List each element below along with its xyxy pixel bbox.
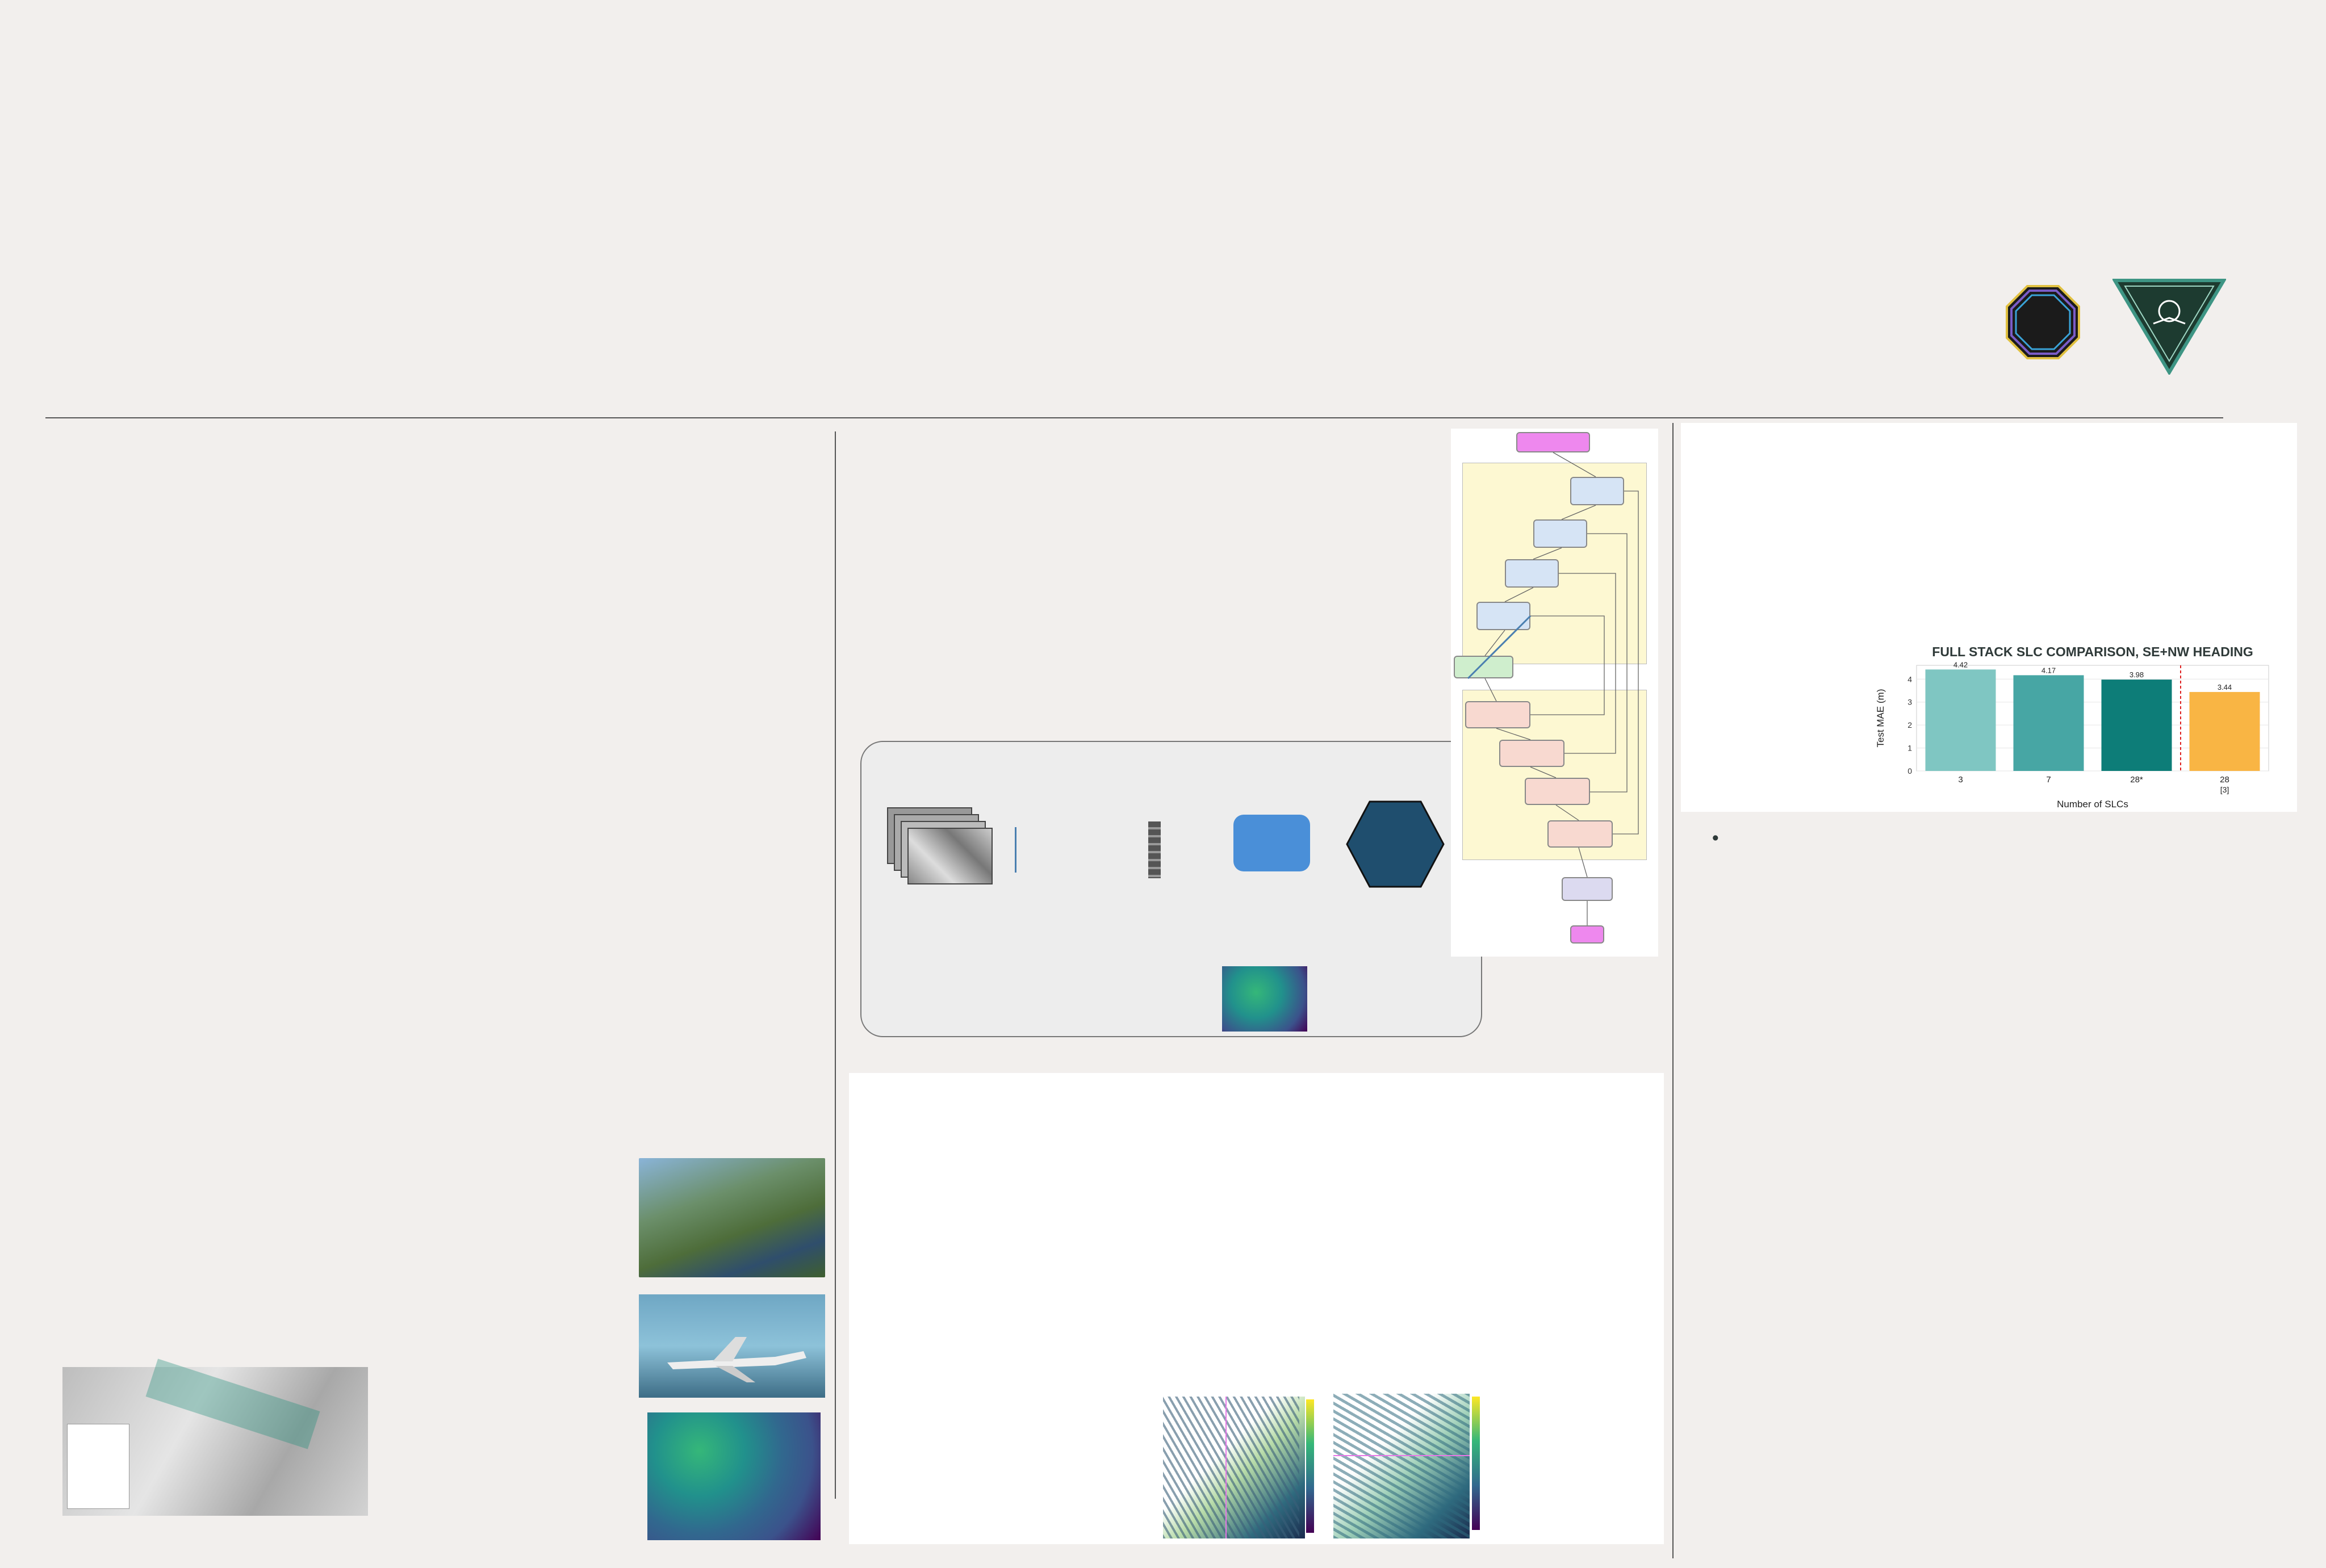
conclusion-section <box>1695 820 2297 825</box>
y-tick-label: 0 <box>1907 766 1912 775</box>
aerial-sar-image <box>639 1294 825 1398</box>
x-axis-label: Number of SLCs <box>2057 799 2128 810</box>
bar <box>1926 669 1996 771</box>
map-legend <box>67 1424 129 1509</box>
data-label: 3.98 <box>2129 670 2144 680</box>
prediction-map <box>1333 1394 1470 1538</box>
airplane-icon <box>662 1334 809 1385</box>
heading-comparison-chart <box>1281 1095 1638 1265</box>
y-tick-label: 2 <box>1907 720 1912 730</box>
y-tick-label: 1 <box>1907 743 1912 753</box>
x-tick-label: 3 <box>1958 775 1963 785</box>
x-tick-label: 28* <box>2130 775 2143 785</box>
chart-title: FULL STACK SLC COMPARISON, SE+NW HEADING <box>1932 644 2253 659</box>
x-tick-sublabel: [3] <box>2220 785 2229 794</box>
lidar-chm-image <box>1222 966 1307 1032</box>
earth-systems-lab-logo <box>2005 284 2081 360</box>
x-tick-label: 28 <box>2220 775 2229 785</box>
bar <box>2190 692 2260 771</box>
unet-architecture-diagram <box>1451 429 1658 957</box>
header-divider <box>45 417 2223 418</box>
data-label: 4.42 <box>1953 660 1968 669</box>
flight-track <box>146 1359 320 1449</box>
tomosense-study-map <box>62 1367 368 1516</box>
bar <box>2102 680 2172 771</box>
lidar-scan-image <box>647 1412 821 1540</box>
pipeline-diagram <box>860 741 1482 1037</box>
objective-section <box>59 862 775 882</box>
column-divider <box>1672 423 1674 1558</box>
y-tick-label: 3 <box>1907 697 1912 707</box>
ground-truth-map <box>1163 1397 1305 1538</box>
column-divider <box>835 431 836 1499</box>
dataloaders-block <box>1233 815 1310 871</box>
vector-stack-icon <box>1148 821 1161 878</box>
authors-block <box>2002 79 2297 90</box>
colorbar <box>1306 1399 1314 1533</box>
slc-stack-icon <box>887 807 995 890</box>
covariance-block <box>1015 827 1072 873</box>
full-stack-slc-chart <box>1871 640 2280 811</box>
y-tick-label: 4 <box>1907 674 1912 684</box>
fdl-europe-logo <box>2112 278 2226 375</box>
data-label: 4.17 <box>2041 666 2056 675</box>
bar <box>2014 675 2084 771</box>
regression-model-hexagon <box>1344 799 1446 890</box>
x-tick-label: 7 <box>2046 775 2051 785</box>
colorbar <box>1472 1397 1480 1530</box>
arch-arrows <box>1451 429 1658 957</box>
data-label: 3.44 <box>2217 682 2232 691</box>
study-area-image <box>639 1158 825 1277</box>
y-axis-label: Test MAE (m) <box>1875 689 1886 748</box>
slc-comparison-chart <box>1133 1257 1511 1391</box>
